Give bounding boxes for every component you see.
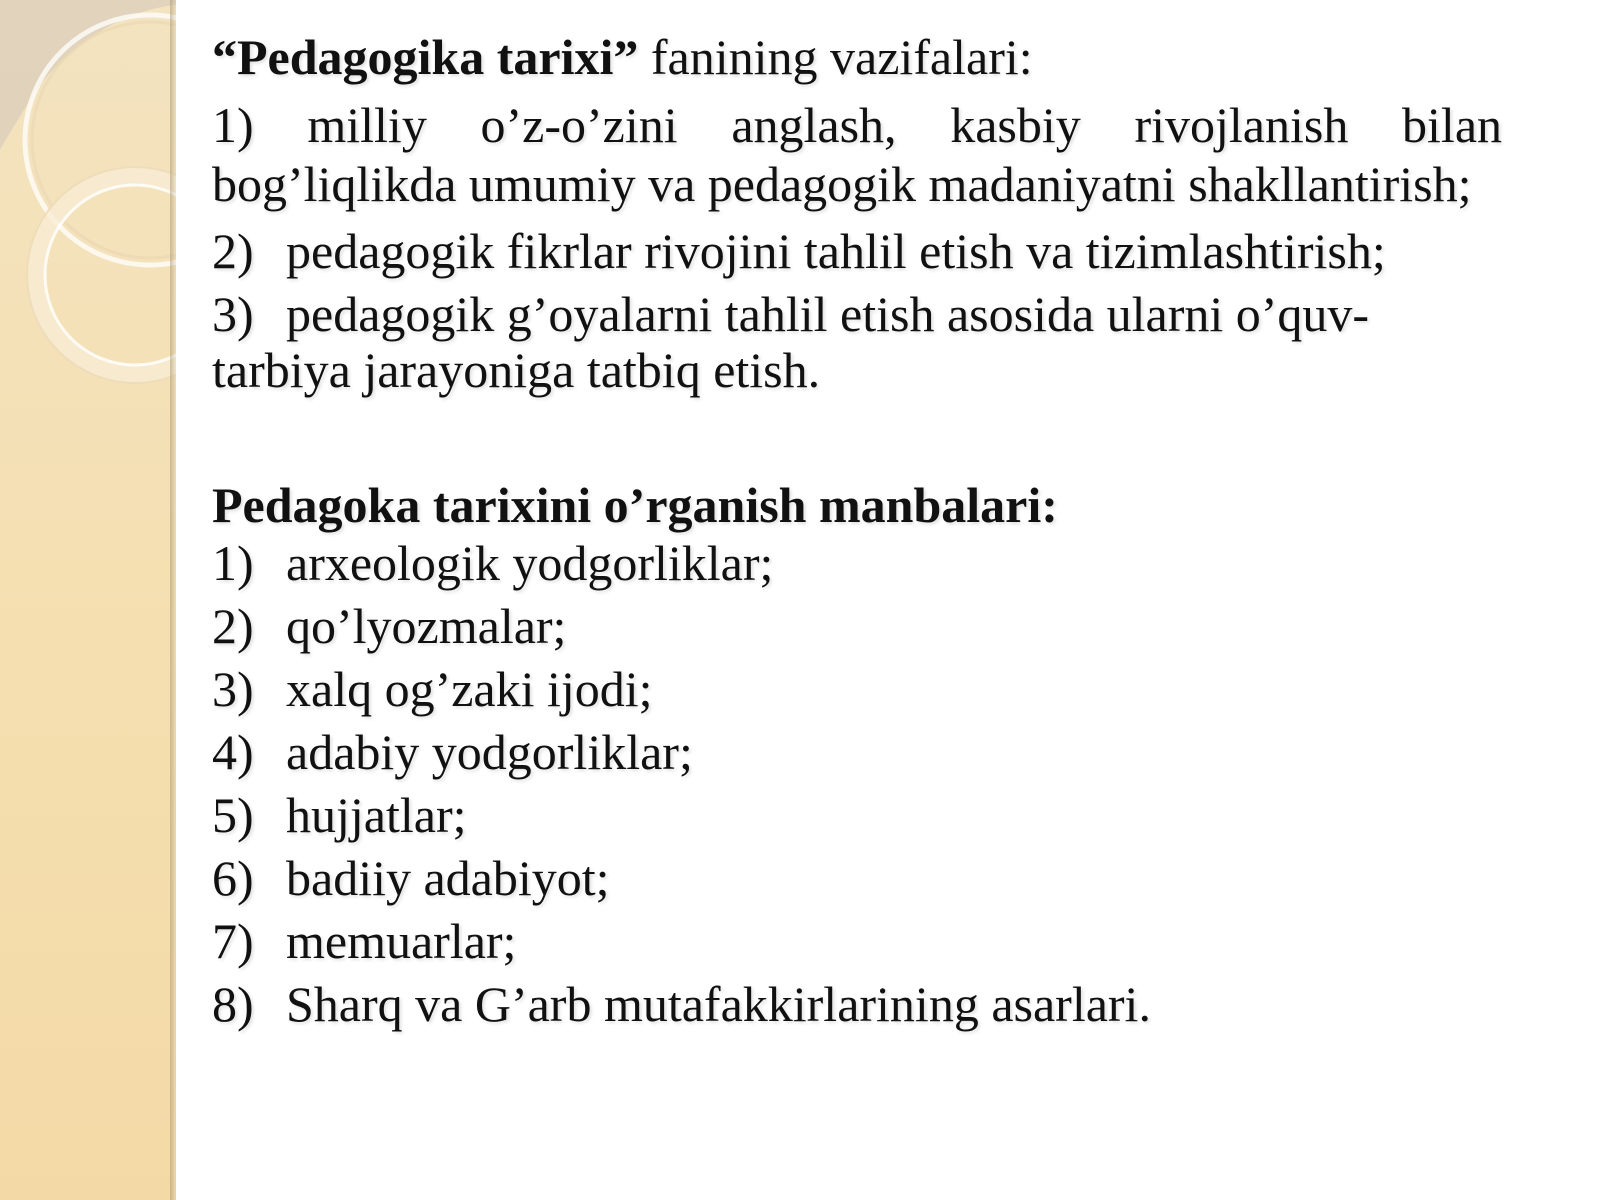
task-item-2-number: 2) [212,223,254,279]
source-item-7-text: memuarlar; [286,913,517,969]
task-item-2 [212,220,1502,282]
task-item-1-number: 1) [212,97,254,153]
sources-heading: Pedagoka tarixini o’rganish manbalari: [212,477,1058,533]
task-item-3-text: pedagogik g’oyalarni tahlil etish asosida ularni o’quv- [286,286,1370,342]
task-item-1 [212,94,1502,210]
source-item-8-text: Sharq va G’arb mutafakkirlarining asarlari. [286,976,1151,1032]
source-item-3-number: 3) [212,661,254,717]
source-item-6-number: 6) [212,850,254,906]
source-item-4 [212,725,1502,779]
source-item-2-number: 2) [212,598,254,654]
source-item-6-text: badiiy adabiyot; [286,850,610,906]
source-item-6 [212,851,1502,905]
source-item-3-text: xalq og’zaki ijodi; [286,661,653,717]
tasks-heading-bold: “Pedagogika tarixi” [212,29,639,85]
source-item-2 [212,599,1502,653]
source-item-8 [212,977,1502,1031]
task-item-3 [212,284,1502,396]
source-item-7 [212,914,1502,968]
source-item-5-text: hujjatlar; [286,787,467,843]
sidebar-edge-shadow [170,0,176,1200]
sources-section [212,478,1502,1031]
decorative-rings-graphic [0,0,176,1200]
source-item-7-number: 7) [212,913,254,969]
tasks-heading [212,30,1502,84]
task-item-1-text: milliy o’z-o’zini anglash, kasbiy rivojlanish bilan [307,97,1503,153]
source-item-4-number: 4) [212,724,254,780]
task-item-1-first-line [212,94,1502,156]
section-spacer [212,406,1502,478]
slide-content [212,30,1502,1040]
source-item-3 [212,662,1502,716]
source-item-1-number: 1) [212,535,254,591]
tasks-heading-rest: fanining vazifalari: [638,29,1033,85]
source-item-5-number: 5) [212,787,254,843]
source-item-5 [212,788,1502,842]
source-item-4-text: adabiy yodgorliklar; [286,724,693,780]
source-item-1-text: arxeologik yodgorliklar; [286,535,774,591]
task-item-3-number: 3) [212,286,254,342]
source-item-1 [212,536,1502,590]
task-item-2-text: pedagogik fikrlar rivojini tahlil etish va tizimlashtirish; [286,223,1386,279]
tasks-section [212,30,1502,396]
decorative-sidebar [0,0,176,1200]
task-item-3-continuation: tarbiya jarayoniga tatbiq etish. [212,342,821,398]
source-item-2-text: qo’lyozmalar; [286,598,567,654]
source-item-8-number: 8) [212,976,254,1032]
task-item-3-first-line [212,284,1502,344]
task-item-1-continuation: bog’liqlikda umumiy va pedagogik madaniyatni shakllantirish; [212,156,1472,212]
